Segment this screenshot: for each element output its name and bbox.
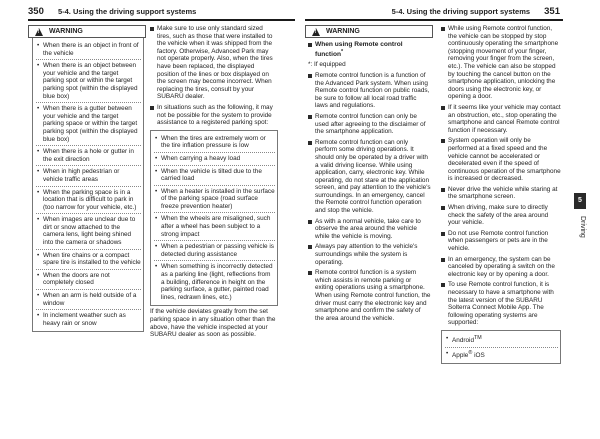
paragraph-tires: Make sure to use only standard sized tires, such as those that were installed to the vehicle when it was shipped from the factory. Otherwise, Advanced Park may not operate properly. Also, when the tires have been replaced, the displayed position of the lines or box displayed on the screen may become incorrect. When replacing the tires, consult by your SUBARU dealer.: [150, 25, 278, 101]
list-item: • When images are unclear due to dirt or snow attached to the camera lens, light being shined into the camera or shadows: [36, 214, 141, 249]
chapter-label: Driving: [579, 216, 586, 238]
paragraph: Remote control function is a system which assists in remote parking or exiting operations using a smartphone. When using Remote control function, the driver must carry the electronic key and smartphone and confirm the safety of the area around the vehicle.: [308, 269, 431, 322]
paragraph-deviation: If the vehicle deviates greatly from the set parking space in any situation other than the above, have the vehicle inspected at your SUBARU dealer as soon as possible.: [150, 308, 276, 339]
list-item: • When there is an object in front of the vehicle: [36, 40, 141, 60]
header-rule-right: [305, 19, 563, 21]
list-item: • When there is a hole or gutter in the exit direction: [36, 146, 141, 166]
list-item: • When the tires are extremely worn or the tire inflation pressure is low: [154, 133, 275, 153]
paragraph-situations: In situations such as the following, it may not be possible for the system to provide assistance to a registered parking spot:: [150, 104, 278, 127]
paragraph: While using Remote control function, the vehicle can be stopped by stop continuously operating the smartphone (stopping movement of your finger, removing your finger from the screen, etc.). The vehicle can also be stopped by touching the cancel button on the smartphone application, unlocking the doors using the electronic key, or opening a door.: [441, 25, 561, 101]
paragraph: In an emergency, the system can be canceled by operating a switch on the electronic key or by opening a door.: [441, 256, 561, 279]
warning-column-2: [150, 25, 278, 339]
header-rule-left: [28, 19, 295, 21]
list-item: • When the parking space is in a location that is difficult to park in (too narrow for your vehicle, etc.): [36, 187, 141, 215]
list-item: • When there is an object between your vehicle and the target parking spot or within the target parking spot (within the displayed blue box): [36, 60, 141, 103]
paragraph: Remote control function is a function of the Advanced Park system. When using Remote control function on public roads, be sure to follow all local road traffic laws and regulations.: [308, 72, 431, 110]
warning-column-3: [305, 25, 433, 325]
list-item-ios: • Apple® iOS: [445, 348, 558, 362]
list-item: • When there is a gutter between your vehicle and the target parking space or within the target parking spot (within the displayed blue box): [36, 103, 141, 146]
list-item: • When something is incorrectly detected as a parking line (light, reflections from a building, difference in height on the parking surface, a gutter, painted road lines, redrawn lines, etc.): [154, 261, 275, 303]
list-item: • When an arm is held outside of a window: [36, 290, 141, 310]
warning-label: WARNING: [326, 27, 360, 35]
warning-box-right: [305, 25, 433, 38]
list-item: • When the vehicle is tilted due to the carried load: [154, 166, 275, 186]
footnote-if-equipped: *: If equipped: [308, 61, 346, 69]
list-item: • When carrying a heavy load: [154, 153, 275, 166]
remote-control-subheading: When using Remote control function*: [308, 41, 431, 58]
list-item: • When in high pedestrian or vehicle traffic areas: [36, 166, 141, 186]
warning-header: [306, 26, 432, 38]
right-page-number: 351: [544, 6, 560, 17]
conditions-list: [32, 38, 144, 332]
paragraph: Always pay attention to the vehicle's surroundings while the system is operating.: [308, 243, 431, 266]
list-item-android: • Android™: [445, 333, 558, 348]
paragraph: To use Remote control function, it is necessary to have a smartphone with the latest version of the SUBARU Solterra Connect Mobile App. The following operating systems are supported:: [441, 281, 561, 327]
chapter-tab: 5: [574, 193, 586, 209]
right-section-title: 5-4. Using the driving support systems: [391, 7, 531, 16]
situations-list: [150, 130, 278, 307]
paragraph: Remote control function can only be used after agreeing to the disclaimer of the smartphone application.: [308, 113, 431, 136]
paragraph: As with a normal vehicle, take care to observe the area around the vehicle while the vehicle is moving.: [308, 218, 431, 241]
supported-os-list: [441, 330, 561, 364]
paragraph: When driving, make sure to directly check the safety of the area around your vehicle.: [441, 204, 561, 227]
warning-box-left: [28, 25, 146, 38]
warning-column-4: [441, 25, 561, 364]
list-item: • When a heater is installed in the surface of the parking space (road surface freeze prevention heater): [154, 186, 275, 214]
paragraph: Never drive the vehicle while staring at the smartphone screen.: [441, 186, 561, 201]
paragraph: System operation will only be performed at a fixed speed and the vehicle cannot be accelerated or decelerated even if the speed of continuous operation of the smartphone is increased or decreased.: [441, 137, 561, 183]
paragraph: Remote control function can only perform some driving operations. It should only be operated by a driver with a valid driving license. While using application, carry, electronic key. While operating, do not stare at the application screen, and pay attention to the vehicle's surroundings. In an emergency, cancel the Remote control function operation and stop the vehicle.: [308, 139, 431, 215]
warning-label: WARNING: [49, 27, 83, 35]
warning-triangle-icon: [35, 28, 43, 36]
warning-triangle-icon: [312, 28, 320, 36]
right-page-header: [392, 6, 560, 20]
paragraph: Do not use Remote control function when passengers or pets are in the vehicle.: [441, 230, 561, 253]
list-item: • In inclement weather such as heavy rain or snow: [36, 310, 141, 329]
left-section-title: 5-4. Using the driving support systems: [57, 7, 197, 16]
warning-column-1: [28, 25, 146, 332]
list-item: • When a pedestrian or passing vehicle is detected during assistance: [154, 241, 275, 261]
list-item: • When tire chains or a compact spare tire is installed to the vehicle: [36, 250, 141, 270]
list-item: • When the doors are not completely closed: [36, 270, 141, 290]
list-item: • When the wheels are misaligned, such after a wheel has been subject to a strong impact: [154, 213, 275, 241]
paragraph: If it seems like your vehicle may contact an obstruction, etc., stop operating the smartphone and cancel Remote control function if necessary.: [441, 104, 561, 134]
left-page-number: 350: [28, 6, 44, 17]
left-page-header: [28, 6, 196, 20]
warning-header: [29, 26, 145, 38]
